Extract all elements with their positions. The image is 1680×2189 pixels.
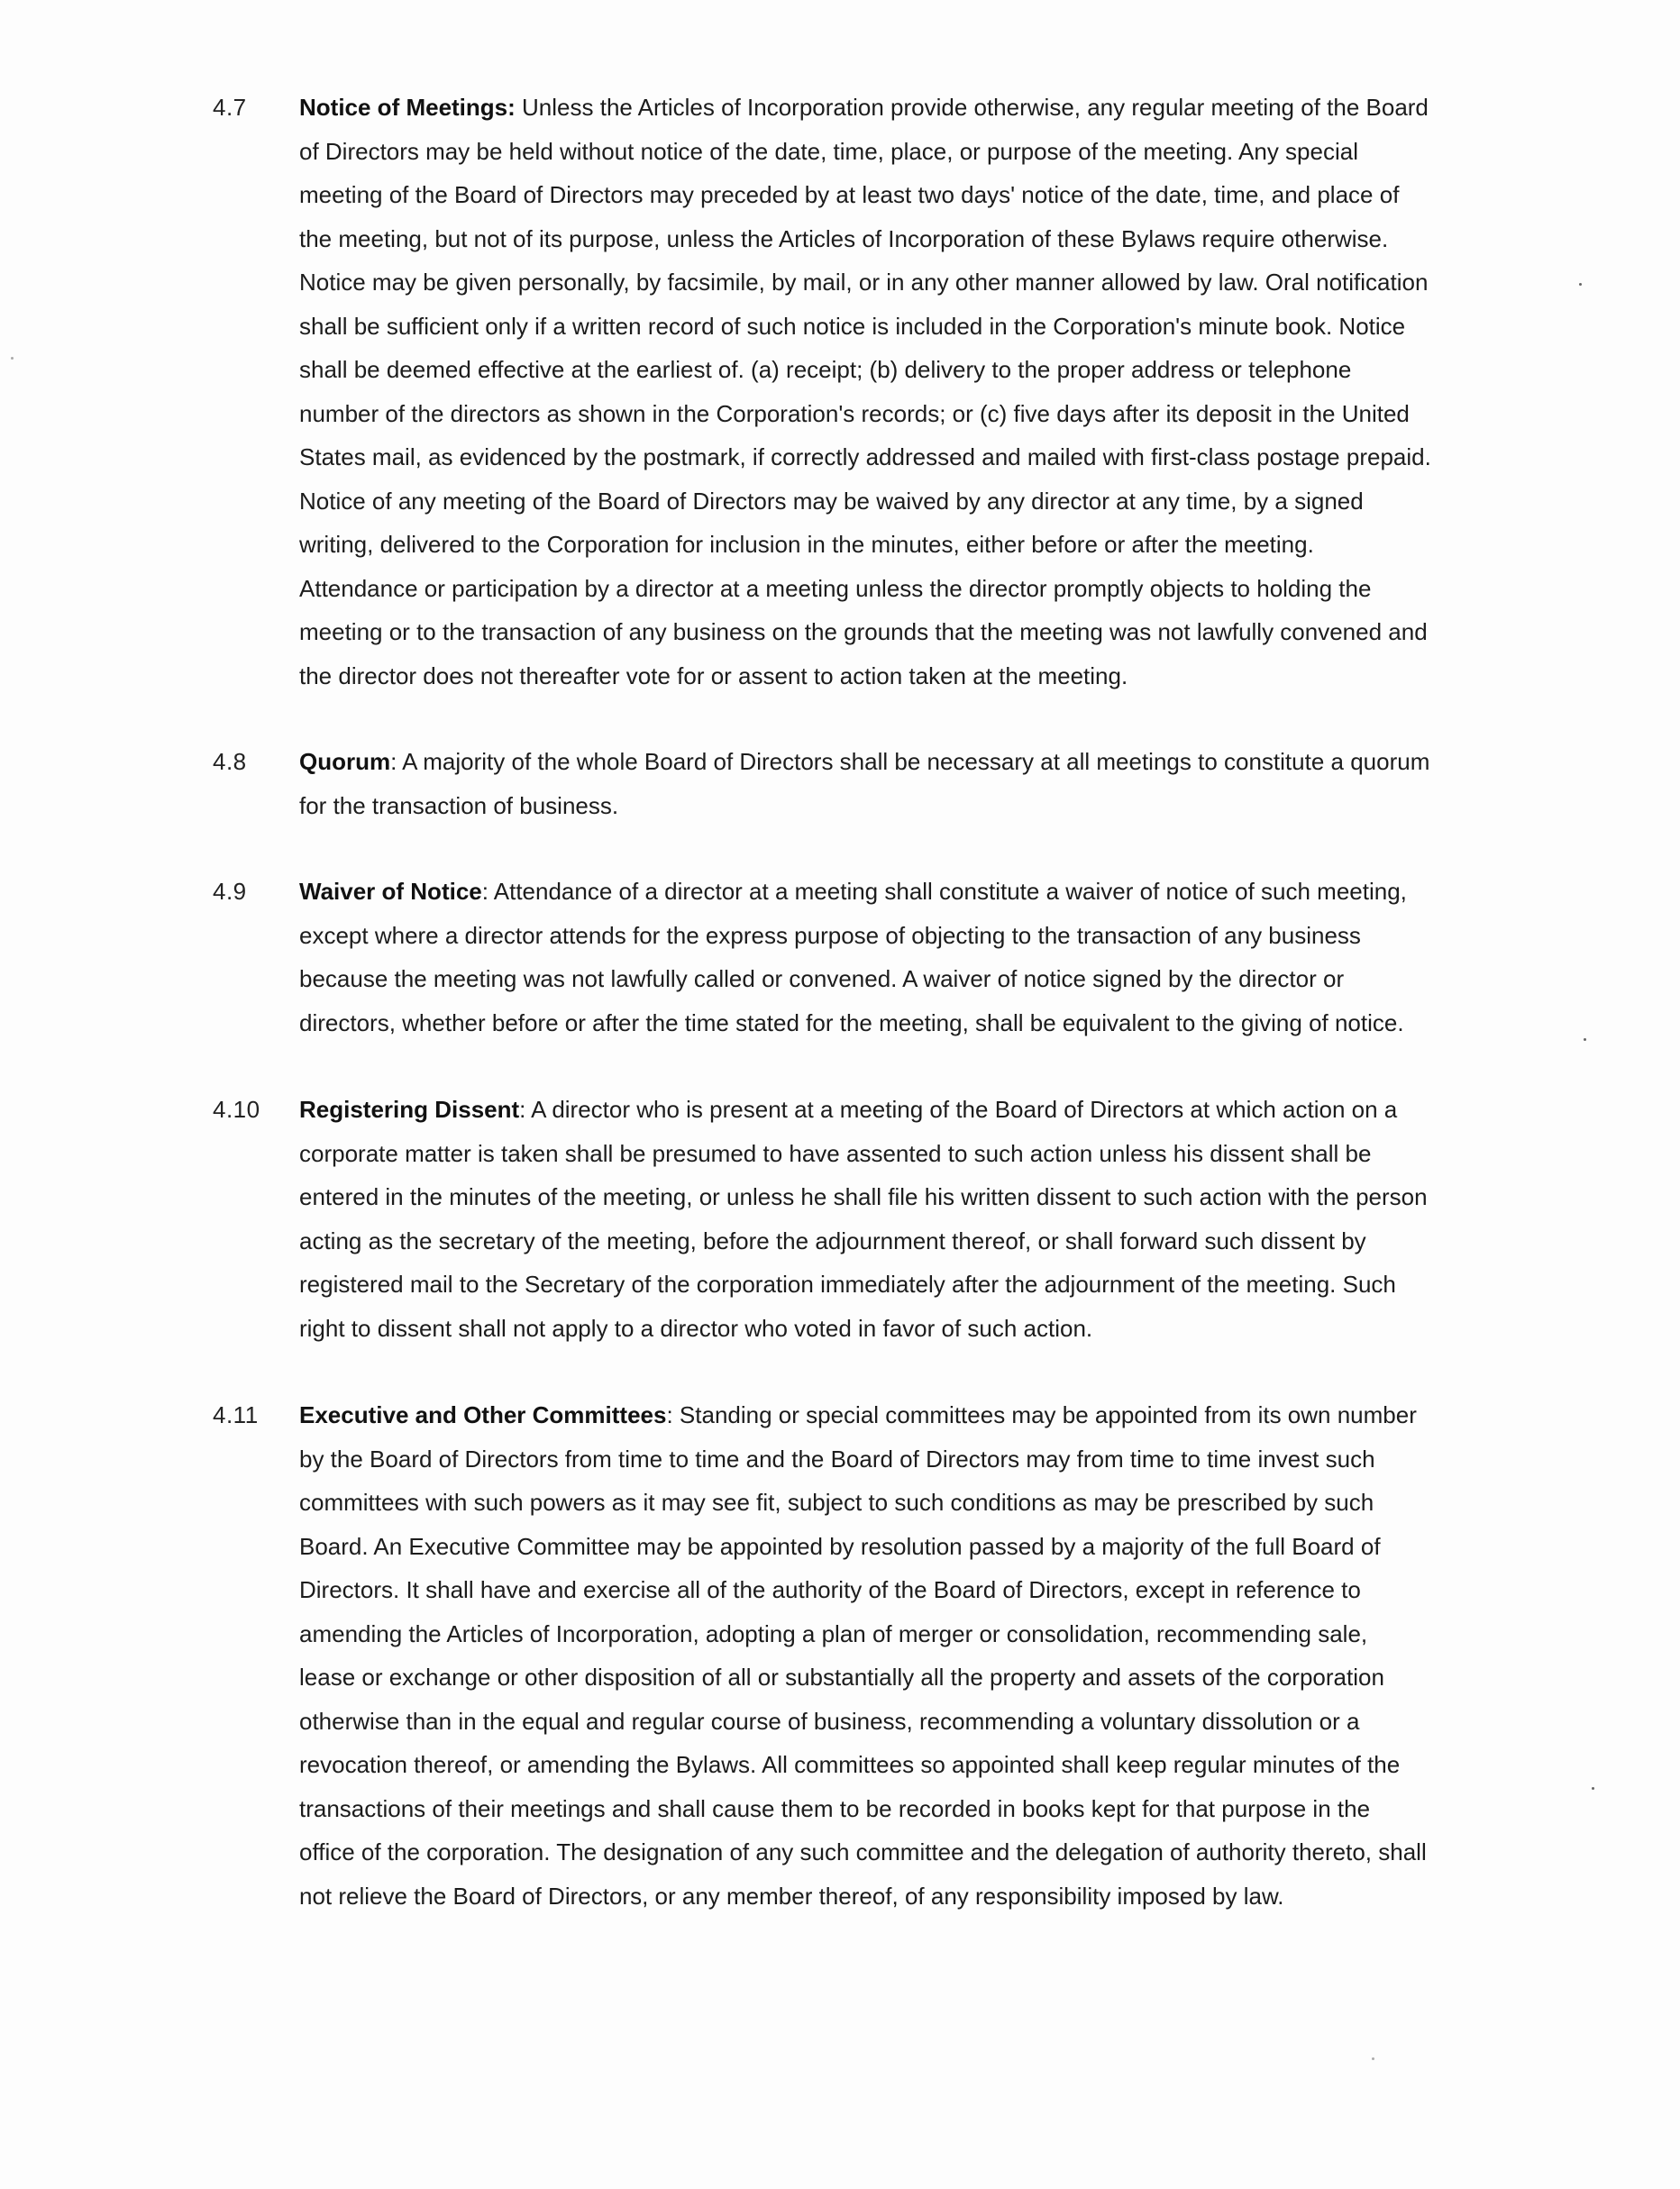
- section-line: number of the directors as shown in the Corporation's records; or (c) five days after its deposit in the United: [299, 399, 1410, 427]
- section-body: [299, 740, 1498, 827]
- section-line: shall be sufficient only if a written record of such notice is included in the Corporation's minute book. Notice: [299, 312, 1406, 340]
- section-line: the director does not thereafter vote for or assent to action taken at the meeting.: [299, 661, 1128, 689]
- section-line: office of the corporation. The designation of any such committee and the delegation of authority thereto, shall: [299, 1838, 1427, 1865]
- section-body: [299, 86, 1498, 698]
- section-line: otherwise than in the equal and regular course of business, recommending a voluntary dissolution or a: [299, 1707, 1360, 1735]
- section-line: not relieve the Board of Directors, or any member thereof, of any responsibility imposed by law.: [299, 1882, 1284, 1910]
- section-number: 4.11: [213, 1401, 259, 1428]
- section-line: meeting of the Board of Directors may preceded by at least two days' notice of the date, time, and place of: [299, 181, 1400, 208]
- section-line: lease or exchange or other disposition of all or substantially all the property and assets of the corporation: [299, 1664, 1384, 1691]
- section-line: Directors. It shall have and exercise all of the authority of the Board of Directors, except in reference to: [299, 1576, 1361, 1603]
- scan-speck: [11, 357, 14, 360]
- scan-speck: [1372, 2057, 1374, 2060]
- section-heading: Quorum: [299, 748, 391, 775]
- section-line: writing, delivered to the Corporation for inclusion in the minutes, either before or after the meeting.: [299, 531, 1314, 558]
- section-line: directors, whether before or after the time stated for the meeting, shall be equivalent to the giving of notice.: [299, 1008, 1404, 1036]
- section-line: entered in the minutes of the meeting, or unless he shall file his written dissent to such action with the person: [299, 1183, 1428, 1210]
- section-line: revocation thereof, or amending the Bylaws. All committees so appointed shall keep regular minutes of the: [299, 1751, 1401, 1778]
- section-body: [299, 870, 1498, 1044]
- section-number: 4.9: [213, 878, 247, 905]
- section-heading: Registering Dissent: [299, 1096, 520, 1123]
- section-line: Notice of Meetings: Unless the Articles of Incorporation provide otherwise, any regular meeting of the Board: [299, 94, 1429, 121]
- section-number: 4.7: [213, 94, 247, 121]
- section-line: committees with such powers as it may see fit, subject to such conditions as may be prescribed by such: [299, 1489, 1374, 1516]
- section-line: the meeting, but not of its purpose, unless the Articles of Incorporation of these Bylaws require otherwise.: [299, 224, 1389, 252]
- scan-speck: [1579, 283, 1582, 286]
- section-line: shall be deemed effective at the earliest of. (a) receipt; (b) delivery to the proper address or telephone: [299, 356, 1352, 383]
- section-line: acting as the secretary of the meeting, before the adjournment thereof, or shall forward such dissent by: [299, 1227, 1366, 1254]
- section-line: except where a director attends for the express purpose of objecting to the transaction of any business: [299, 921, 1361, 949]
- scan-speck: [1584, 1038, 1586, 1041]
- section-line: by the Board of Directors from time to time and the Board of Directors may from time to time invest such: [299, 1445, 1375, 1473]
- section-body: [299, 1393, 1498, 1918]
- section-line: States mail, as evidenced by the postmark, if correctly addressed and mailed with first-class postage prepaid.: [299, 443, 1431, 470]
- section-number: 4.10: [213, 1096, 260, 1123]
- section-line: right to dissent shall not apply to a director who voted in favor of such action.: [299, 1314, 1093, 1342]
- section-body: [299, 1088, 1498, 1350]
- section-line: Notice may be given personally, by facsimile, by mail, or in any other manner allowed by law. Oral notification: [299, 269, 1429, 296]
- section-line: meeting or to the transaction of any business on the grounds that the meeting was not lawfully convened and: [299, 618, 1428, 645]
- section-heading: Waiver of Notice: [299, 878, 482, 905]
- section-line: Waiver of Notice: Attendance of a director at a meeting shall constitute a waiver of notice of such meeting,: [299, 878, 1407, 905]
- section-line: of Directors may be held without notice of the date, time, place, or purpose of the meeting. Any special: [299, 137, 1358, 165]
- section-line: Board. An Executive Committee may be appointed by resolution passed by a majority of the full Board of: [299, 1532, 1381, 1560]
- section-line: corporate matter is taken shall be presumed to have assented to such action unless his dissent shall be: [299, 1139, 1372, 1167]
- section-line: Executive and Other Committees: Standing or special committees may be appointed from its own number: [299, 1401, 1417, 1428]
- section-line: because the meeting was not lawfully called or convened. A waiver of notice signed by the director or: [299, 965, 1345, 992]
- section-line: Attendance or participation by a director at a meeting unless the director promptly objects to holding the: [299, 574, 1372, 602]
- section-line: Quorum: A majority of the whole Board of Directors shall be necessary at all meetings to constitute a quorum: [299, 748, 1430, 775]
- scan-speck: [1592, 1787, 1594, 1790]
- section-line: registered mail to the Secretary of the corporation immediately after the adjournment of the meeting. Such: [299, 1271, 1396, 1298]
- section-line: Registering Dissent: A director who is present at a meeting of the Board of Directors at which action on a: [299, 1096, 1398, 1123]
- section-line: for the transaction of business.: [299, 791, 619, 819]
- section-line: Notice of any meeting of the Board of Directors may be waived by any director at any time, by a signed: [299, 487, 1364, 515]
- section-heading: Notice of Meetings:: [299, 94, 516, 121]
- section-line: amending the Articles of Incorporation, adopting a plan of merger or consolidation, recommending sale,: [299, 1619, 1368, 1647]
- section-number: 4.8: [213, 748, 247, 775]
- section-line: transactions of their meetings and shall cause them to be recorded in books kept for that purpose in the: [299, 1794, 1371, 1822]
- section-heading: Executive and Other Committees: [299, 1401, 667, 1428]
